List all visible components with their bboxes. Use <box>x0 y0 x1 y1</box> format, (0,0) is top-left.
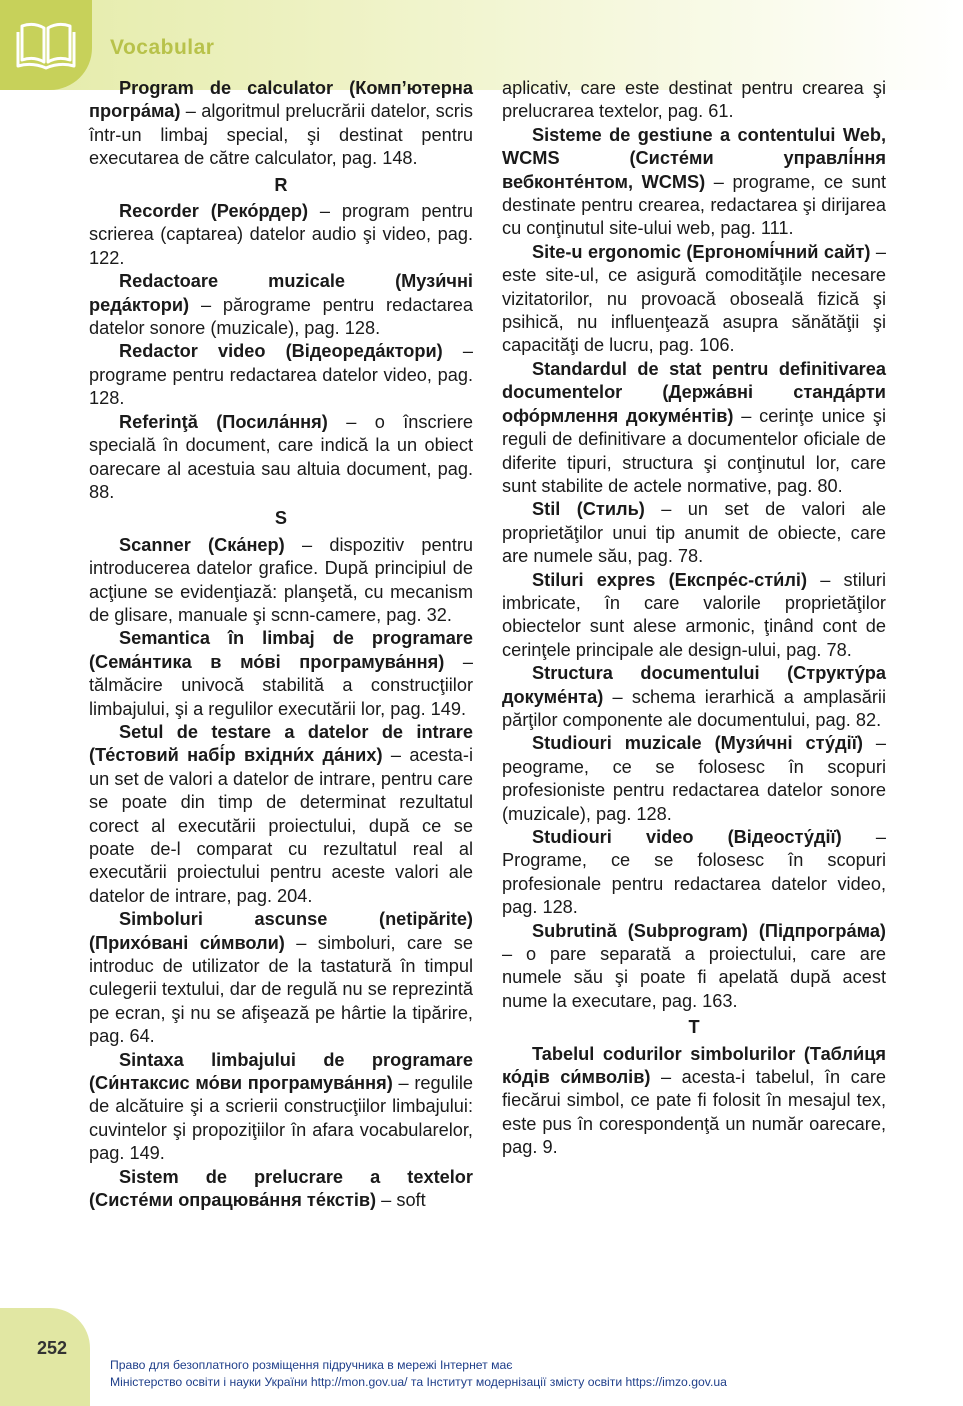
glossary-entry <box>502 826 886 920</box>
glossary-entry <box>502 569 886 663</box>
header-corner-tab <box>0 0 92 90</box>
glossary-entry <box>502 732 886 826</box>
glossary-definition: – stiluri imbricate, în care valorile proprietăţilor obiectelor sunt alese armonic, ţinând cont de cerinţele principale ale design-ului, pag. 78. <box>502 569 886 660</box>
glossary-entry <box>89 534 473 628</box>
glossary-definition: – un set de valori ale proprietăţilor unui tip anumit de obiecte, care are numele său, pag. 78. <box>502 499 887 567</box>
glossary-definition: – tălmăcire univocă stabilită a construcţiilor limbajului, şi a regulilor executării lor, pag. 149. <box>89 651 473 719</box>
glossary-term: Subrutină (Subprogram) (Підпрогра́ма) <box>532 920 886 941</box>
glossary-entry <box>502 662 886 732</box>
glossary-term: Program de calculator (Комп’ютерна програ́ма) <box>89 78 473 122</box>
section-letter: T <box>688 1017 700 1038</box>
glossary-definition: – schema ierarhică a amplasării părţilor componente ale documentului, pag. 82. <box>502 686 886 730</box>
section-letter: R <box>274 174 288 195</box>
glossary-entry <box>89 200 473 270</box>
glossary-entry <box>89 627 473 721</box>
glossary-definition: – dispozitiv pentru introducerea datelor grafice. După principiul de acţiune se evidenţiază: planşetă, cu mecanism de glisare, manuale şi scnn-camere, pag. 32. <box>89 534 473 625</box>
glossary-entry <box>502 498 886 568</box>
glossary-definition: – este site-ul, ce asigură comodităţile necesare vizitatorilor, nu provoacă oboseală fizică şi psihică, nu influenţează asupra sănătăţii şi capacităţi de lucru, pag. 106. <box>502 241 886 356</box>
glossary-term: Redactor video (Відеореда́ктори) <box>119 341 443 362</box>
glossary-entry: aplicativ, care este destinat pentru crearea şi prelucrarea textelor, pag. 61. <box>502 78 886 122</box>
glossary-entry <box>89 1049 473 1166</box>
open-book-icon <box>14 16 78 72</box>
glossary-term: Recorder (Реко́рдер) <box>119 201 309 222</box>
glossary-term: Sintaxa limbajului de programare (Си́нтаксис мо́ви програмува́ння) <box>89 1049 473 1094</box>
section-title: Vocabular <box>110 36 215 59</box>
glossary-term: Stil (Стиль) <box>532 499 645 520</box>
glossary-entry <box>89 270 473 340</box>
glossary-term: Sisteme de gestiune a contentului Web, WCMS (Систе́ми управлі́ння вебконте́нтом, WCMS) <box>502 124 886 192</box>
glossary-entry <box>89 908 473 1048</box>
glossary-definition: – o pare separată a proiectului, care are numele său şi poate fi apelată după acest nume la executare, pag. 163. <box>502 944 886 1011</box>
glossary-definition: – peograme, ce se folosesc în scopuri profesioniste pentru redactarea datelor sonore (muzicale), pag. 128. <box>502 733 887 824</box>
glossary-entry <box>502 241 886 358</box>
section-letter: S <box>274 508 288 529</box>
glossary-term: Setul de testare a datelor de intrare (Те́стовий набі́р вхідни́х да́них) <box>89 721 473 766</box>
footer-line-1: Право для безоплатного розміщення підручника в мережі Інтернет має <box>110 1358 513 1372</box>
glossary-term: Site-u ergonomic (Ергономі́чний сайт) <box>532 241 871 262</box>
glossary-definition: – regulile de alcătuire şi a scrierii construcţiilor limbajului: cuvintelor şi propoziţiilor în afara vocabularelor, pag. 149. <box>89 1073 473 1164</box>
glossary-entry <box>89 1166 473 1213</box>
glossary-term: Standardul de stat pentru definitivarea documentelor (Держа́вні станда́рти офо́рмлення докуме́нтів) <box>502 358 886 426</box>
glossary-definition: – acesta-i un set de valori a datelor de intrare, pentru care se poate din timp de determinat rezultatul corect al executării proiectului, după ce se poate de-l comparat cu rezultatul real al executării proiectului pentru aceste valori ale datelor de intrare, pag. 204. <box>89 745 474 906</box>
glossary-term: Tabelul codurilor simbolurilor (Табли́ця ко́дів си́мволів) <box>502 1043 886 1088</box>
footer-notice <box>110 1357 727 1391</box>
glossary-definition: – simboluri, care se introduc de utilizator de la tastatură în timpul culegerii textului, dar de regulă nu se reprezintă pe ecran, şi nu se afişează pe hârtie la tipărire, pag. 64. <box>89 932 473 1047</box>
glossary-entry <box>502 358 886 498</box>
glossary-definition: – acesta-i tabelul, în care fiecărui simbol, ce pate fi folosit în mesajul tex, este pus în corespondenţă un număr oarecare, pag. 9. <box>502 1067 886 1158</box>
glossary-term: Structura documentului (Структу́ра докуме́нта) <box>502 663 886 707</box>
footer-line-2: Міністерство освіти і науки України http://mon.gov.ua/ та Інститут модернізації змісту освіти https://imzo.gov.ua <box>110 1375 727 1389</box>
glossary-term: Referinţă (Посила́ння) <box>119 411 328 432</box>
glossary-entry <box>89 721 473 908</box>
glossary-definition: – algoritmul prelucrării datelor, scris într-un limbaj special, şi destinat pentru executarea de către calculator, pag. 148. <box>89 101 473 169</box>
glossary-definition: – părograme pentru redactarea datelor sonore (muzicale), pag. 128. <box>89 294 473 339</box>
glossary-entry <box>89 411 473 505</box>
glossary-definition: – cerinţe unice şi reguli de definitivare a documentelor oficiale de diferite tipuri, structura şi conţinutul lor, care sunt stabilite de actele normative, pag. 80. <box>502 405 887 496</box>
glossary-term: Studiouri video (Відеосту́дії) <box>532 827 842 847</box>
glossary-definition: – o înscriere specială în document, care indică la un obiect oarecare al acestuia sau altuia document, pag. 88. <box>89 411 473 502</box>
glossary-entry <box>89 77 473 171</box>
glossary-term: Simboluri ascunse (netipărite) (Прихо́вані си́мволи) <box>89 909 473 953</box>
glossary-entry <box>89 340 473 410</box>
glossary-definition: – soft <box>376 1190 426 1211</box>
left-column <box>89 77 473 1213</box>
glossary-term: Scanner (Ска́нер) <box>119 534 285 555</box>
glossary-entry <box>502 920 886 1014</box>
glossary-definition: – programe, ce sunt destinate pentru crearea, redactarea şi dirijarea cu conţinutul site-ului web, pag. 111. <box>502 171 886 239</box>
glossary-term: Stiluri expres (Експре́с-сти́лі) <box>532 569 808 590</box>
glossary-term: Sistem de prelucrare a textelor (Систе́ми опрацюва́ння те́кстів) <box>89 1166 473 1211</box>
glossary-definition: – programe pentru redactarea datelor video, pag. 128. <box>89 341 473 409</box>
glossary-entry <box>502 124 886 241</box>
page-number: 252 <box>37 1338 68 1358</box>
right-column <box>502 77 886 1160</box>
glossary-term: Studiouri muzicale (Музи́чні сту́дії) <box>532 733 863 754</box>
glossary-definition: – program pentru scrierea (captarea) datelor audio şi video, pag. 122. <box>89 201 473 268</box>
glossary-entry <box>502 1043 886 1160</box>
glossary-definition: – Programe, ce se folosesc în scopuri profesionale pentru redactarea datelor video, pag. 128. <box>502 827 886 918</box>
glossary-term: Semantica în limbaj de programare (Сема́нтика в мо́ві програмува́ння) <box>89 628 473 672</box>
glossary-term: Redactoare muzicale (Музи́чні реда́ктори) <box>89 271 473 315</box>
